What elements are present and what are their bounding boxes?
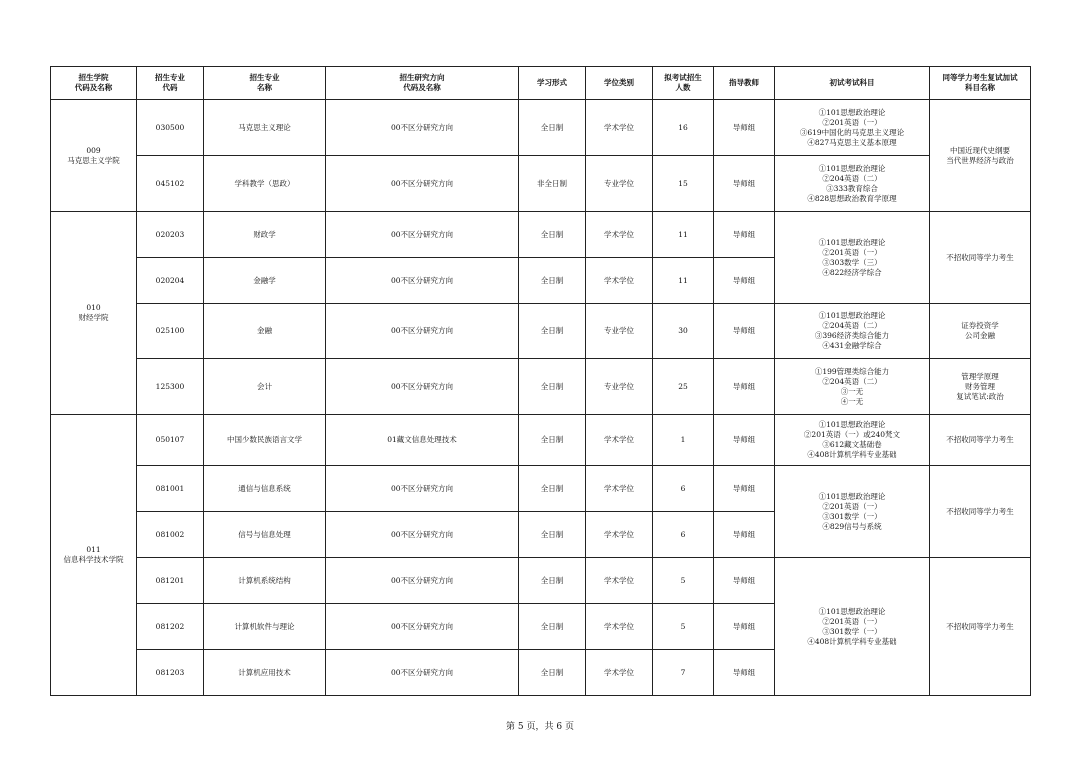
study-mode-cell: 全日制 [519,604,586,650]
advisor-cell: 导师组 [714,359,775,415]
header-row [51,67,1031,100]
equivalent-exam-cell: 不招收同等学力考生 [930,212,1031,304]
advisor-cell: 导师组 [714,558,775,604]
major-name-cell: 计算机应用技术 [204,650,326,696]
table-row [51,415,1031,466]
college-cell: 011 信息科学技术学院 [51,415,137,696]
major-code-cell: 081002 [137,512,204,558]
enrollment-cell: 5 [653,604,714,650]
equivalent-exam-cell: 不招收同等学力考生 [930,466,1031,558]
degree-type-cell: 学术学位 [586,466,653,512]
advisor-cell: 导师组 [714,415,775,466]
major-code-cell: 081001 [137,466,204,512]
major-code-cell: 081202 [137,604,204,650]
advisor-cell: 导师组 [714,650,775,696]
table-row [51,466,1031,512]
major-name-cell: 计算机软件与理论 [204,604,326,650]
degree-type-cell: 专业学位 [586,156,653,212]
header-enrollment: 拟考试招生 人数 [653,67,714,100]
enrollment-cell: 30 [653,304,714,359]
enrollment-cell: 7 [653,650,714,696]
equivalent-exam-cell: 管理学原理 财务管理 复试笔试:政治 [930,359,1031,415]
study-mode-cell: 非全日制 [519,156,586,212]
degree-type-cell: 学术学位 [586,512,653,558]
header-direction: 招生研究方向 代码及名称 [326,67,519,100]
major-code-cell: 081203 [137,650,204,696]
major-code-cell: 025100 [137,304,204,359]
study-mode-cell: 全日制 [519,466,586,512]
direction-cell: 00不区分研究方向 [326,156,519,212]
major-name-cell: 会计 [204,359,326,415]
direction-cell: 01藏文信息处理技术 [326,415,519,466]
degree-type-cell: 学术学位 [586,258,653,304]
major-code-cell: 020204 [137,258,204,304]
major-name-cell: 信号与信息处理 [204,512,326,558]
advisor-cell: 导师组 [714,512,775,558]
advisor-cell: 导师组 [714,304,775,359]
degree-type-cell: 学术学位 [586,212,653,258]
enrollment-cell: 5 [653,558,714,604]
advisor-cell: 导师组 [714,156,775,212]
advisor-cell: 导师组 [714,466,775,512]
major-name-cell: 金融学 [204,258,326,304]
header-degree-type: 学位类别 [586,67,653,100]
enrollment-cell: 11 [653,212,714,258]
direction-cell: 00不区分研究方向 [326,212,519,258]
degree-type-cell: 学术学位 [586,604,653,650]
major-name-cell: 计算机系统结构 [204,558,326,604]
direction-cell: 00不区分研究方向 [326,100,519,156]
major-name-cell: 中国少数民族语言文学 [204,415,326,466]
enrollment-cell: 6 [653,512,714,558]
study-mode-cell: 全日制 [519,304,586,359]
major-name-cell: 财政学 [204,212,326,258]
enrollment-cell: 6 [653,466,714,512]
major-name-cell: 通信与信息系统 [204,466,326,512]
exam-subjects-cell: ①199管理类综合能力 ②204英语（二） ③一无 ④一无 [775,359,930,415]
study-mode-cell: 全日制 [519,558,586,604]
exam-subjects-cell: ①101思想政治理论 ②204英语（二） ③396经济类综合能力 ④431金融学综合 [775,304,930,359]
enrollment-cell: 11 [653,258,714,304]
study-mode-cell: 全日制 [519,100,586,156]
enrollment-cell: 25 [653,359,714,415]
direction-cell: 00不区分研究方向 [326,512,519,558]
exam-subjects-cell: ①101思想政治理论 ②201英语（一） ③619中国化的马克思主义理论 ④827马克思主义基本原理 [775,100,930,156]
equivalent-exam-cell: 不招收同等学力考生 [930,558,1031,696]
header-advisor: 指导教师 [714,67,775,100]
exam-subjects-cell: ①101思想政治理论 ②201英语（一）或240梵文 ③612藏文基础卷 ④408计算机学科专业基础 [775,415,930,466]
exam-subjects-cell: ①101思想政治理论 ②201英语（一） ③301数学（一） ④829信号与系统 [775,466,930,558]
header-major-code: 招生专业 代码 [137,67,204,100]
major-code-cell: 125300 [137,359,204,415]
enrollment-cell: 16 [653,100,714,156]
direction-cell: 00不区分研究方向 [326,558,519,604]
table-row [51,100,1031,156]
major-name-cell: 金融 [204,304,326,359]
study-mode-cell: 全日制 [519,415,586,466]
table-row [51,558,1031,604]
degree-type-cell: 学术学位 [586,558,653,604]
study-mode-cell: 全日制 [519,212,586,258]
table-row [51,212,1031,258]
major-code-cell: 050107 [137,415,204,466]
table-row [51,156,1031,212]
table-row [51,304,1031,359]
degree-type-cell: 专业学位 [586,304,653,359]
direction-cell: 00不区分研究方向 [326,604,519,650]
college-cell: 010 财经学院 [51,212,137,415]
college-cell: 009 马克思主义学院 [51,100,137,212]
advisor-cell: 导师组 [714,100,775,156]
study-mode-cell: 全日制 [519,512,586,558]
degree-type-cell: 学术学位 [586,650,653,696]
direction-cell: 00不区分研究方向 [326,359,519,415]
study-mode-cell: 全日制 [519,359,586,415]
enrollment-cell: 15 [653,156,714,212]
header-college: 招生学院 代码及名称 [51,67,137,100]
enrollment-cell: 1 [653,415,714,466]
degree-type-cell: 专业学位 [586,359,653,415]
major-name-cell: 马克思主义理论 [204,100,326,156]
major-code-cell: 020203 [137,212,204,258]
table-row [51,359,1031,415]
direction-cell: 00不区分研究方向 [326,304,519,359]
advisor-cell: 导师组 [714,212,775,258]
exam-subjects-cell: ①101思想政治理论 ②204英语（二） ③333教育综合 ④828思想政治教育学原理 [775,156,930,212]
header-study-mode: 学习形式 [519,67,586,100]
exam-subjects-cell: ①101思想政治理论 ②201英语（一） ③301数学（一） ④408计算机学科专业基础 [775,558,930,696]
direction-cell: 00不区分研究方向 [326,258,519,304]
direction-cell: 00不区分研究方向 [326,650,519,696]
header-major-name: 招生专业 名称 [204,67,326,100]
equivalent-exam-cell: 不招收同等学力考生 [930,415,1031,466]
equivalent-exam-cell: 中国近现代史纲要 当代世界经济与政治 [930,100,1031,212]
major-code-cell: 030500 [137,100,204,156]
study-mode-cell: 全日制 [519,650,586,696]
header-equivalent-exam: 同等学力考生复试加试 科目名称 [930,67,1031,100]
advisor-cell: 导师组 [714,604,775,650]
major-code-cell: 081201 [137,558,204,604]
degree-type-cell: 学术学位 [586,100,653,156]
page-footer: 第 5 页，共 6 页 [506,722,574,732]
direction-cell: 00不区分研究方向 [326,466,519,512]
study-mode-cell: 全日制 [519,258,586,304]
admissions-table [50,66,1031,696]
major-name-cell: 学科教学（思政） [204,156,326,212]
header-exam-subjects: 初试考试科目 [775,67,930,100]
equivalent-exam-cell: 证券投资学 公司金融 [930,304,1031,359]
exam-subjects-cell: ①101思想政治理论 ②201英语（一） ③303数学（三） ④822经济学综合 [775,212,930,304]
degree-type-cell: 学术学位 [586,415,653,466]
major-code-cell: 045102 [137,156,204,212]
advisor-cell: 导师组 [714,258,775,304]
